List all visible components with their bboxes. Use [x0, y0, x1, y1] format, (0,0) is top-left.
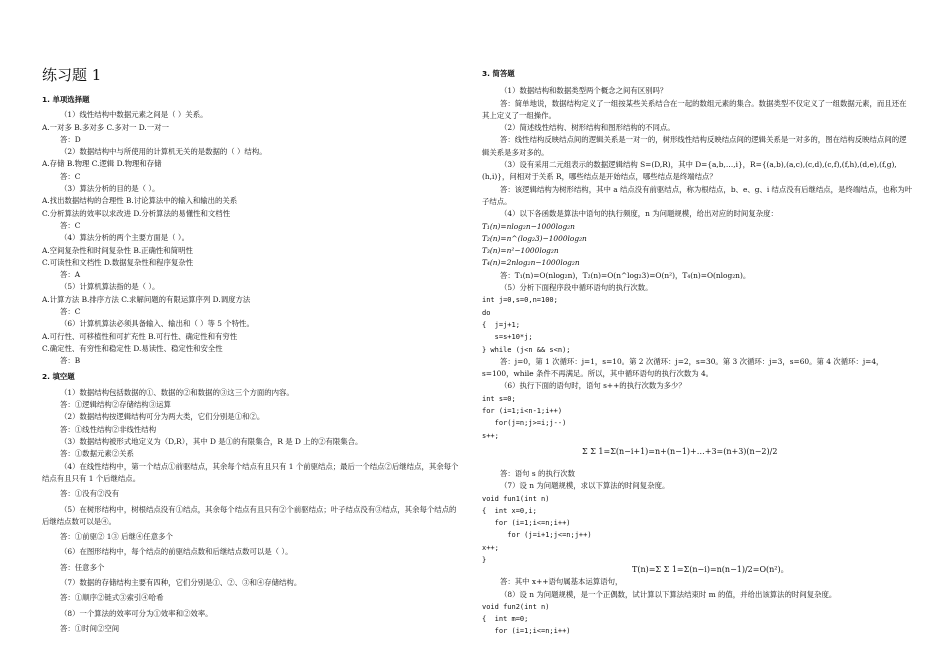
- question: （2）简述线性结构、树形结构和图形结构的不同点。: [500, 123, 675, 133]
- question: （6）执行下面的语句时，语句 s++的执行次数为多少？: [500, 381, 686, 391]
- formula-block: [482, 442, 912, 468]
- answer: 答：①线性结构②非线性结构: [60, 424, 157, 434]
- question: （6）在图形结构中，每个结点的前驱结点数和后继结点数可以是（ ）。: [60, 547, 293, 557]
- answer: 答：①没有②没有: [60, 489, 120, 499]
- question: （8）设 n 为问题规模，是一个正偶数，试计算以下算法结束时 m 的值，并给出该算法的时间复杂度。: [500, 589, 837, 599]
- answer: 答：A: [60, 270, 81, 280]
- options: A.找出数据结构的合理性 B.讨论算法中的输入和输出的关系: [42, 196, 238, 206]
- code-line: for (i=1;i<n-1;i++): [482, 407, 563, 416]
- question: （3）数据结构被形式地定义为（D,R），其中 D 是①的有限集合，R 是 D 上的②有限集合。: [60, 437, 363, 447]
- answer: 答：线性结构反映结点间的逻辑关系是一对一的，树形线性结构反映结点间的逻辑关系是一对多的，图在结构反映结点间的逻辑关系是多对多的。: [482, 135, 907, 157]
- page-title: 练习题 1: [42, 66, 102, 84]
- code-line: } while (j<n && s<n);: [482, 345, 571, 354]
- question: （2）数据结构中与所使用的计算机无关的是数据的（ ）结构。: [60, 147, 267, 157]
- answer: 答：①顺序②链式③索引④哈希: [60, 593, 164, 603]
- code-line: x++;: [482, 543, 499, 552]
- question: （8）一个算法的效率可分为①效率和②效率。: [60, 608, 213, 618]
- code-line: { int m=0;: [482, 615, 529, 624]
- options: A.空间复杂性和时间复杂性 B.正确性和简明性: [42, 245, 193, 255]
- question: （1）线性结构中数据元素之间是（ ）关系。: [60, 110, 208, 120]
- question: （3）设有采用二元组表示的数据逻辑结构 S=(D,R)，其中 D={a,b,…,i}，R={(a,b),(a,c),(c,d),(c,f),(f,h),(d,e),(f,g),(h,i)}，问相对于关系 R，哪些结点是开始结点，哪些结点是终端结点？: [482, 160, 897, 182]
- section-heading: 1. 单项选择题: [42, 95, 90, 104]
- left-column: [42, 94, 462, 635]
- answer: 答：B: [60, 356, 81, 366]
- question: （1）数据结构包括数据的①、数据的②和数据的③这三个方面的内容。: [60, 387, 294, 397]
- answer: 答：D: [60, 134, 81, 144]
- options: A.计算方法 B.排序方法 C.求解问题的有限运算序列 D.调度方法: [42, 294, 251, 304]
- code-line: s++;: [482, 431, 499, 440]
- code-line: for (j=i+1;j<=n;j++): [482, 531, 592, 540]
- code-line: { int x=0,i;: [482, 506, 537, 515]
- code-line: for(j=n;j>=i;j--): [482, 419, 567, 428]
- question: （5）计算机算法指的是（ ）。: [60, 282, 160, 292]
- answer: 答：C: [60, 220, 81, 230]
- question: （5）在树形结构中，树根结点没有①结点，其余每个结点有且只有②个前驱结点；叶子结点没有③结点，其余每个结点的后继结点数可以是④。: [42, 504, 457, 526]
- answer: 答：简单地说，数据结构定义了一组按某些关系结合在一起的数组元素的集合。数据类型不仅定义了一组数据元素，而且还在其上定义了一组操作。: [482, 98, 907, 120]
- question: （7）设 n 为问题规模，求以下算法的时间复杂度。: [500, 481, 670, 491]
- options: C.确定性、有穷性和稳定性 D.易读性、稳定性和安全性: [42, 343, 223, 353]
- answer: 答：T₁(n)=O(nlog₂n)，T₂(n)=O(n^log₂3)=O(n²)，T₄(n)=O(nlog₂n)。: [500, 270, 751, 280]
- section-heading: 3. 简答题: [482, 69, 515, 78]
- summation-formula: Σ Σ 1=Σ(n−i+1)=n+(n−1)+…+3=(n+3)(n−2)/2: [582, 446, 778, 456]
- question: （4）以下各函数是算法中语句的执行频度，n 为问题规模，给出对应的时间复杂度：: [500, 209, 778, 219]
- formula-line: T₄(n)=2nlog₂n−1000log₂n: [482, 258, 580, 268]
- code-line: s=s+10*j;: [482, 333, 533, 342]
- options: C.可读性和文档性 D.数据复杂性和程序复杂性: [42, 257, 194, 267]
- options: A.一对多 B.多对多 C.多对一 D.一对一: [42, 122, 169, 132]
- question: （5）分析下面程序段中循环语句的执行次数。: [500, 283, 653, 293]
- question: （1）数据结构和数据类型两个概念之间有区别吗？: [500, 86, 668, 96]
- question: （4）算法分析的两个主要方面是（ ）。: [60, 233, 189, 243]
- answer: 答：j=0，第 1 次循环：j=1，s=10。第 2 次循环：j=2，s=30。第 3 次循环：j=3，s=60。第 4 次循环：j=4，s=100，while 条件不再满足。所以，其中循环语句的执行次数为 4。: [482, 356, 884, 379]
- code-line: int s=0;: [482, 394, 516, 403]
- code-line: { j=j+1;: [482, 320, 520, 329]
- code-line: for (i=1;i<=n;i++): [482, 627, 571, 636]
- formula-line: T₃(n)=n²−1000log₂n: [482, 246, 559, 256]
- question: （6）计算机算法必须具备输入、输出和（ ）等 5 个特性。: [60, 319, 254, 329]
- question: （2）数据结构按逻辑结构可分为两大类，它们分别是①和②。: [60, 412, 265, 422]
- answer: 答：①前驱② 1③ 后继④任意多个: [60, 532, 173, 542]
- formula-line: T₂(n)=n^(log₂3)−1000log₂n: [482, 233, 587, 243]
- answer: 答：语句 s 的执行次数: [500, 468, 576, 478]
- options: A.存储 B.物理 C.逻辑 D.物理和存储: [42, 159, 162, 169]
- right-column: [482, 68, 912, 638]
- question: （4）在线性结构中，第一个结点①前驱结点，其余每个结点有且只有 1 个前驱结点；最后一个结点②后继结点，其余每个结点有且只有 1 个后继结点。: [42, 461, 459, 483]
- options: C.分析算法的效率以求改进 D.分析算法的易懂性和文档性: [42, 208, 231, 218]
- answer: 答：①数据元素②关系: [60, 449, 134, 459]
- answer: 答：C: [60, 171, 81, 181]
- section-heading: 2. 填空题: [42, 371, 75, 381]
- code-line: do: [482, 308, 491, 317]
- question: （3）算法分析的目的是（ ）。: [60, 184, 160, 194]
- question: （7）数据的存储结构主要有四种，它们分别是①、②、③和④存储结构。: [60, 577, 302, 587]
- complexity-formula: T(n)=Σ Σ 1=Σ(n−i)=n(n−1)/2=O(n²)。: [632, 565, 789, 575]
- code-line: void fun1(int n): [482, 494, 550, 503]
- answer: 答：①逻辑结构②存储结构③运算: [60, 400, 171, 410]
- code-line: for (i=1;i<=n;i++): [482, 519, 571, 528]
- formula-block: [482, 566, 912, 576]
- code-line: int j=0,s=0,n=100;: [482, 296, 558, 305]
- answer: 答：C: [60, 307, 81, 317]
- answer: 答：其中 x++语句属基本运算语句，: [500, 577, 623, 587]
- answer: 答：任意多个: [60, 562, 105, 572]
- answer: 答：①时间②空间: [60, 623, 120, 633]
- formula-line: T₁(n)=nlog₂n−1000log₂n: [482, 221, 575, 231]
- answer: 答：该逻辑结构为树形结构，其中 a 结点没有前驱结点，称为根结点，b、e、g、i 结点没有后继结点，是终端结点，也称为叶子结点。: [482, 184, 912, 206]
- code-line: void fun2(int n): [482, 602, 550, 611]
- code-line: }: [482, 555, 487, 564]
- options: A.可行性、可移植性和可扩充性 B.可行性、确定性和有穷性: [42, 331, 238, 341]
